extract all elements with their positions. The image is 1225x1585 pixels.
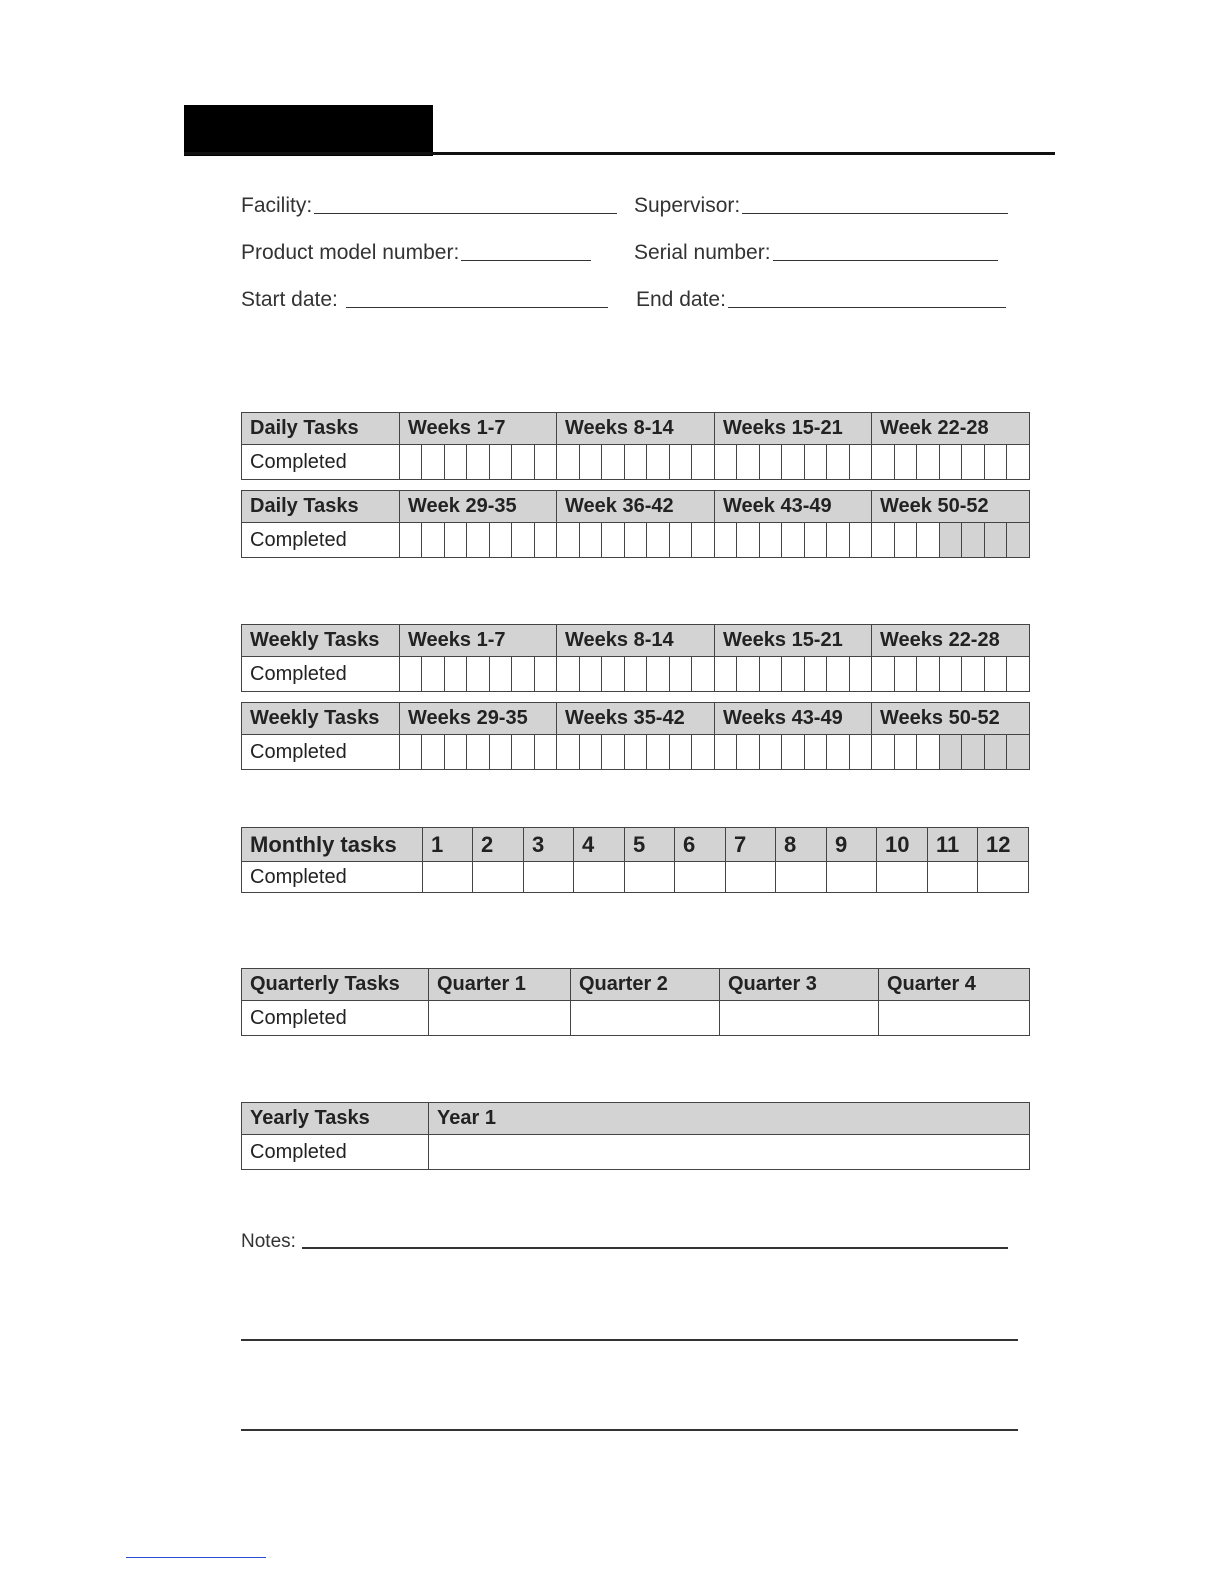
- checkbox-cell[interactable]: [715, 523, 737, 557]
- daily-1-col-4: Week 22-28: [872, 413, 1030, 445]
- checkbox-cell[interactable]: [850, 445, 871, 479]
- checkbox-cell[interactable]: [962, 445, 985, 479]
- notes-line-2[interactable]: [241, 1338, 1018, 1341]
- serial-field[interactable]: [634, 241, 998, 265]
- daily-1-ticks-3[interactable]: [715, 445, 872, 480]
- product-model-blank[interactable]: [461, 259, 591, 261]
- checkbox-cell[interactable]: [512, 445, 534, 479]
- product-model-label: Product model number:: [241, 241, 460, 264]
- notes-line-1[interactable]: [302, 1246, 1008, 1249]
- weekly-2-ticks-4[interactable]: [872, 735, 1030, 770]
- month-cell-4[interactable]: [574, 862, 625, 893]
- daily-1-col-3: Weeks 15-21: [715, 413, 872, 445]
- checkbox-cell[interactable]: [400, 735, 422, 769]
- weekly-1-ticks-1[interactable]: [400, 657, 557, 692]
- monthly-header-label: Monthly tasks: [242, 828, 423, 862]
- checkbox-cell[interactable]: [760, 523, 782, 557]
- checkbox-cell[interactable]: [580, 735, 603, 769]
- checkbox-cell[interactable]: [850, 657, 871, 691]
- weekly-1-header-label: Weekly Tasks: [242, 625, 400, 657]
- quarter-cell-2[interactable]: [571, 1001, 720, 1036]
- checkbox-cell[interactable]: [647, 657, 670, 691]
- checkbox-cell[interactable]: [580, 657, 603, 691]
- checkbox-cell[interactable]: [490, 445, 512, 479]
- weekly-1-col-4: Weeks 22-28: [872, 625, 1030, 657]
- checkbox-cell[interactable]: [445, 445, 467, 479]
- product-model-field[interactable]: [241, 241, 591, 265]
- month-2: 2: [473, 828, 524, 862]
- checkbox-cell[interactable]: [827, 657, 849, 691]
- unused-checkbox-cell: [1007, 735, 1029, 769]
- checkbox-cell[interactable]: [535, 735, 556, 769]
- checkbox-cell[interactable]: [557, 657, 580, 691]
- year-cell-1[interactable]: [429, 1135, 1030, 1170]
- month-7: 7: [726, 828, 776, 862]
- checkbox-cell[interactable]: [490, 657, 512, 691]
- checkbox-cell[interactable]: [917, 445, 940, 479]
- checkbox-cell[interactable]: [625, 445, 648, 479]
- unused-checkbox-cell: [985, 735, 1008, 769]
- checkbox-cell[interactable]: [940, 445, 963, 479]
- month-cell-6[interactable]: [675, 862, 726, 893]
- checkbox-cell[interactable]: [400, 445, 422, 479]
- unused-checkbox-cell: [940, 523, 963, 557]
- month-cell-11[interactable]: [928, 862, 978, 893]
- quarter-4: Quarter 4: [879, 969, 1030, 1001]
- checkbox-cell[interactable]: [422, 657, 444, 691]
- checkbox-cell[interactable]: [535, 657, 556, 691]
- notes-field[interactable]: [241, 1231, 1008, 1253]
- serial-blank[interactable]: [773, 259, 998, 261]
- checkbox-cell[interactable]: [715, 657, 737, 691]
- weekly-table-1: [241, 624, 1030, 692]
- checkbox-cell[interactable]: [715, 735, 737, 769]
- month-cell-9[interactable]: [827, 862, 877, 893]
- notes-label: Notes:: [241, 1231, 296, 1252]
- checkbox-cell[interactable]: [895, 657, 918, 691]
- daily-1-ticks-4[interactable]: [872, 445, 1030, 480]
- weekly-2-col-3: Weeks 43-49: [715, 703, 872, 735]
- yearly-header-label: Yearly Tasks: [242, 1103, 429, 1135]
- checkbox-cell[interactable]: [782, 445, 804, 479]
- daily-table-1: [241, 412, 1030, 480]
- serial-label: Serial number:: [634, 241, 771, 264]
- daily-table-2: [241, 490, 1030, 558]
- monthly-row-label: Completed: [242, 862, 423, 893]
- quarter-2: Quarter 2: [571, 969, 720, 1001]
- yearly-table: [241, 1102, 1030, 1170]
- checkbox-cell[interactable]: [737, 735, 759, 769]
- checkbox-cell[interactable]: [985, 445, 1008, 479]
- checkbox-cell[interactable]: [850, 735, 871, 769]
- weekly-2-ticks-2[interactable]: [557, 735, 715, 770]
- quarterly-table: [241, 968, 1030, 1036]
- checkbox-cell[interactable]: [670, 657, 693, 691]
- daily-2-col-2: Week 36-42: [557, 491, 715, 523]
- start-date-label: Start date:: [241, 288, 338, 311]
- weekly-2-col-4: Weeks 50-52: [872, 703, 1030, 735]
- weekly-1-ticks-4[interactable]: [872, 657, 1030, 692]
- checkbox-cell[interactable]: [670, 735, 693, 769]
- weekly-2-ticks-1[interactable]: [400, 735, 557, 770]
- weekly-2-row-label: Completed: [242, 735, 400, 770]
- checkbox-cell[interactable]: [737, 445, 759, 479]
- checkbox-cell[interactable]: [557, 523, 580, 557]
- checkbox-cell[interactable]: [625, 657, 648, 691]
- unused-checkbox-cell: [962, 523, 985, 557]
- weekly-2-header-label: Weekly Tasks: [242, 703, 400, 735]
- month-cell-8[interactable]: [776, 862, 827, 893]
- supervisor-label: Supervisor:: [634, 194, 741, 217]
- checkbox-cell[interactable]: [917, 523, 940, 557]
- daily-2-ticks-2[interactable]: [557, 523, 715, 558]
- quarter-cell-1[interactable]: [429, 1001, 571, 1036]
- quarter-1: Quarter 1: [429, 969, 571, 1001]
- checkbox-cell[interactable]: [872, 445, 895, 479]
- weekly-1-ticks-3[interactable]: [715, 657, 872, 692]
- month-cell-5[interactable]: [625, 862, 675, 893]
- checkbox-cell[interactable]: [535, 523, 556, 557]
- checkbox-cell[interactable]: [602, 657, 625, 691]
- checkbox-cell[interactable]: [760, 735, 782, 769]
- checkbox-cell[interactable]: [647, 445, 670, 479]
- checkbox-cell[interactable]: [602, 523, 625, 557]
- checkbox-cell[interactable]: [962, 657, 985, 691]
- facility-label: Facility:: [241, 194, 313, 217]
- checkbox-cell[interactable]: [872, 657, 895, 691]
- weekly-1-row-label: Completed: [242, 657, 400, 692]
- month-8: 8: [776, 828, 827, 862]
- month-cell-10[interactable]: [877, 862, 928, 893]
- checkbox-cell[interactable]: [917, 657, 940, 691]
- checkbox-cell[interactable]: [827, 735, 849, 769]
- weekly-table-2: [241, 702, 1030, 770]
- checkbox-cell[interactable]: [490, 735, 512, 769]
- checkbox-cell[interactable]: [422, 735, 444, 769]
- supervisor-field[interactable]: [634, 194, 1008, 218]
- checkbox-cell[interactable]: [692, 657, 714, 691]
- start-date-field[interactable]: [241, 288, 608, 312]
- checkbox-cell[interactable]: [827, 445, 849, 479]
- daily-2-row-label: Completed: [242, 523, 400, 558]
- daily-1-header-label: Daily Tasks: [242, 413, 400, 445]
- checkbox-cell[interactable]: [872, 523, 895, 557]
- checkbox-cell[interactable]: [512, 735, 534, 769]
- checkbox-cell[interactable]: [782, 735, 804, 769]
- month-cell-2[interactable]: [473, 862, 524, 893]
- checkbox-cell[interactable]: [557, 445, 580, 479]
- checkbox-cell[interactable]: [467, 657, 489, 691]
- month-cell-7[interactable]: [726, 862, 776, 893]
- checkbox-cell[interactable]: [625, 523, 648, 557]
- checkbox-cell[interactable]: [737, 657, 759, 691]
- checkbox-cell[interactable]: [580, 523, 603, 557]
- checkbox-cell[interactable]: [760, 657, 782, 691]
- weekly-2-col-1: Weeks 29-35: [400, 703, 557, 735]
- month-9: 9: [827, 828, 877, 862]
- weekly-2-ticks-3[interactable]: [715, 735, 872, 770]
- end-date-field[interactable]: [636, 288, 1006, 312]
- start-date-blank[interactable]: [346, 306, 608, 308]
- checkbox-cell[interactable]: [872, 735, 895, 769]
- checkbox-cell[interactable]: [490, 523, 512, 557]
- header-block: [184, 105, 433, 156]
- checkbox-cell[interactable]: [535, 445, 556, 479]
- checkbox-cell[interactable]: [512, 657, 534, 691]
- quarterly-header-label: Quarterly Tasks: [242, 969, 429, 1001]
- quarter-cell-3[interactable]: [720, 1001, 879, 1036]
- month-6: 6: [675, 828, 726, 862]
- month-12: 12: [978, 828, 1029, 862]
- daily-2-col-4: Week 50-52: [872, 491, 1030, 523]
- month-11: 11: [928, 828, 978, 862]
- checkbox-cell[interactable]: [805, 657, 827, 691]
- checkbox-cell[interactable]: [670, 523, 693, 557]
- daily-2-ticks-4[interactable]: [872, 523, 1030, 558]
- footer-link-underline[interactable]: [126, 1557, 266, 1558]
- checkbox-cell[interactable]: [985, 657, 1008, 691]
- daily-1-ticks-2[interactable]: [557, 445, 715, 480]
- month-1: 1: [423, 828, 473, 862]
- unused-checkbox-cell: [1007, 523, 1029, 557]
- checkbox-cell[interactable]: [647, 735, 670, 769]
- yearly-row-label: Completed: [242, 1135, 429, 1170]
- checkbox-cell[interactable]: [400, 657, 422, 691]
- checkbox-cell[interactable]: [895, 523, 918, 557]
- quarterly-row-label: Completed: [242, 1001, 429, 1036]
- month-cell-12[interactable]: [978, 862, 1029, 893]
- weekly-1-col-1: Weeks 1-7: [400, 625, 557, 657]
- checkbox-cell[interactable]: [805, 735, 827, 769]
- checkbox-cell[interactable]: [692, 523, 714, 557]
- checkbox-cell[interactable]: [895, 445, 918, 479]
- weekly-1-col-2: Weeks 8-14: [557, 625, 715, 657]
- checkbox-cell[interactable]: [445, 523, 467, 557]
- month-cell-1[interactable]: [423, 862, 473, 893]
- year-1: Year 1: [429, 1103, 1030, 1135]
- checkbox-cell[interactable]: [805, 523, 827, 557]
- end-date-label: End date:: [636, 288, 726, 311]
- monthly-table: [241, 827, 1029, 893]
- checkbox-cell[interactable]: [400, 523, 422, 557]
- quarter-cell-4[interactable]: [879, 1001, 1030, 1036]
- unused-checkbox-cell: [962, 735, 985, 769]
- checkbox-cell[interactable]: [805, 445, 827, 479]
- checkbox-cell[interactable]: [940, 657, 963, 691]
- checkbox-cell[interactable]: [917, 735, 940, 769]
- checkbox-cell[interactable]: [422, 445, 444, 479]
- checkbox-cell[interactable]: [422, 523, 444, 557]
- checkbox-cell[interactable]: [467, 735, 489, 769]
- daily-2-ticks-3[interactable]: [715, 523, 872, 558]
- daily-1-col-1: Weeks 1-7: [400, 413, 557, 445]
- checkbox-cell[interactable]: [692, 735, 714, 769]
- checkbox-cell[interactable]: [827, 523, 849, 557]
- checkbox-cell[interactable]: [670, 445, 693, 479]
- checkbox-cell[interactable]: [467, 445, 489, 479]
- checkbox-cell[interactable]: [467, 523, 489, 557]
- month-3: 3: [524, 828, 574, 862]
- daily-2-col-1: Week 29-35: [400, 491, 557, 523]
- facility-blank[interactable]: [314, 212, 617, 214]
- header-rule: [184, 152, 1055, 155]
- unused-checkbox-cell: [985, 523, 1008, 557]
- checkbox-cell[interactable]: [602, 445, 625, 479]
- checkbox-cell[interactable]: [782, 523, 804, 557]
- daily-2-ticks-1[interactable]: [400, 523, 557, 558]
- unused-checkbox-cell: [940, 735, 963, 769]
- checkbox-cell[interactable]: [445, 657, 467, 691]
- month-5: 5: [625, 828, 675, 862]
- checkbox-cell[interactable]: [850, 523, 871, 557]
- weekly-1-col-3: Weeks 15-21: [715, 625, 872, 657]
- checkbox-cell[interactable]: [692, 445, 714, 479]
- daily-2-col-3: Week 43-49: [715, 491, 872, 523]
- checkbox-cell[interactable]: [647, 523, 670, 557]
- daily-2-header-label: Daily Tasks: [242, 491, 400, 523]
- checkbox-cell[interactable]: [557, 735, 580, 769]
- checkbox-cell[interactable]: [512, 523, 534, 557]
- notes-line-3[interactable]: [241, 1428, 1018, 1431]
- checkbox-cell[interactable]: [445, 735, 467, 769]
- checkbox-cell[interactable]: [1007, 445, 1029, 479]
- checkbox-cell[interactable]: [895, 735, 918, 769]
- checkbox-cell[interactable]: [760, 445, 782, 479]
- checkbox-cell[interactable]: [782, 657, 804, 691]
- month-10: 10: [877, 828, 928, 862]
- weekly-2-col-2: Weeks 35-42: [557, 703, 715, 735]
- quarter-3: Quarter 3: [720, 969, 879, 1001]
- end-date-blank[interactable]: [728, 306, 1006, 308]
- checkbox-cell[interactable]: [625, 735, 648, 769]
- checkbox-cell[interactable]: [602, 735, 625, 769]
- checkbox-cell[interactable]: [715, 445, 737, 479]
- daily-1-ticks-1[interactable]: [400, 445, 557, 480]
- checkbox-cell[interactable]: [580, 445, 603, 479]
- daily-1-col-2: Weeks 8-14: [557, 413, 715, 445]
- checkbox-cell[interactable]: [737, 523, 759, 557]
- month-4: 4: [574, 828, 625, 862]
- checkbox-cell[interactable]: [1007, 657, 1029, 691]
- weekly-1-ticks-2[interactable]: [557, 657, 715, 692]
- facility-field[interactable]: [241, 194, 617, 218]
- daily-1-row-label: Completed: [242, 445, 400, 480]
- supervisor-blank[interactable]: [742, 212, 1008, 214]
- month-cell-3[interactable]: [524, 862, 574, 893]
